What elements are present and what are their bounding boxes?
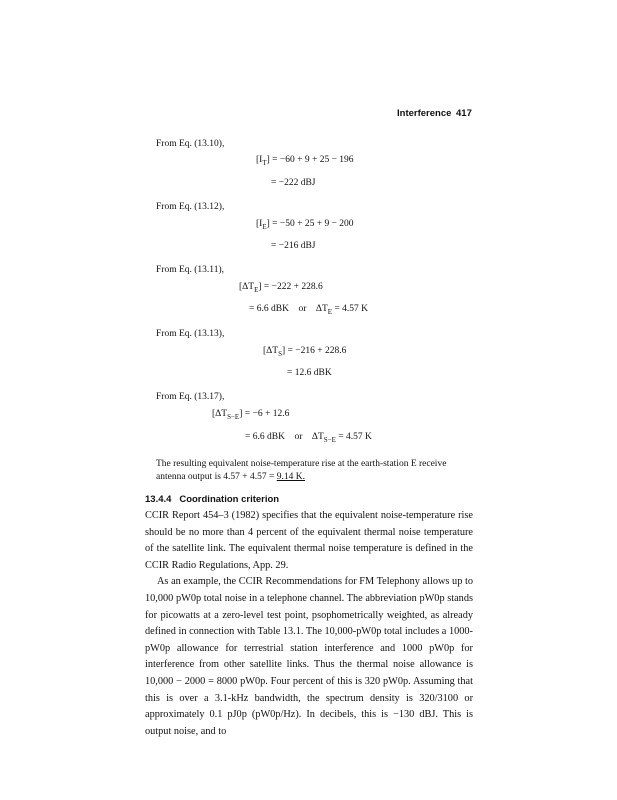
equation-line: $[I_E] = -50 + 25 + 9 - 200$ xyxy=(256,219,354,231)
equation-result: = −222 dBJ xyxy=(271,178,316,188)
running-header-title: Interference xyxy=(397,108,452,119)
section-heading: 13.4.4 Coordination criterion xyxy=(145,494,280,505)
equation-result: = 6.6 dBK or $\Delta T_E = 4.57$ K xyxy=(249,304,369,316)
equation-result: = −216 dBJ xyxy=(271,241,316,251)
equation-line: $[I_T] = -60 + 9 + 25 - 196$ xyxy=(256,155,354,167)
page-number: 417 xyxy=(456,108,472,119)
equation-line: $[\Delta T_S] = -216 + 228.6$ xyxy=(263,346,347,358)
result-line-1: The resulting equivalent noise-temperature rise at the earth-station E receive xyxy=(156,459,447,469)
body-text xyxy=(145,508,473,740)
equation-result: = 12.6 dBK xyxy=(287,368,332,378)
eq-reference: From Eq. (13.12), xyxy=(156,202,225,212)
eq-reference: From Eq. (13.17), xyxy=(156,392,225,402)
eq-reference: From Eq. (13.11), xyxy=(156,265,224,275)
result-line-2: antenna output is 4.57 + 4.57 = 9.14 K. xyxy=(156,472,305,482)
equation-line: $[\Delta T_{S-E}] = -6 + 12.6$ xyxy=(212,409,290,421)
eq-reference: From Eq. (13.13), xyxy=(156,329,225,339)
paragraph: CCIR Report 454–3 (1982) specifies that the equivalent noise-temperature rise should be no more than 4 percent of the equivalent thermal noise temperature of the satellite link. The equivalent thermal noise temperature is defined in the CCIR Radio Regulations, App. 29. xyxy=(145,510,473,571)
equation-line: $[\Delta T_E] = -222 + 228.6$ xyxy=(239,282,323,294)
paragraph: As an example, the CCIR Recommendations for FM Telephony allows up to 10,000 pW0p total noise in a telephone channel. The abbreviation pW0p stands for picowatts at a zero-level test point, psophometrically weighted, as already defined in connection with Table 13.1. The 10,000-pW0p total includes a 1000-pW0p allowance for terrestrial station interference and 1000 pW0p for interference from other satellite links. Thus the thermal noise allowance is 10,000 − 2000 = 8000 pW0p. Four percent of this is 320 pW0p. Assuming that this is over a 3.1-kHz bandwidth, the spectrum density is 320/3100 or approximately 0.1 pJ0p (pW0p/Hz). In decibels, this is −130 dBJ. This is output noise, and to xyxy=(145,576,473,737)
result-value: 9.14 K. xyxy=(276,472,305,482)
equation-result: = 6.6 dBK or $\Delta T_{S-E} = 4.57$ K xyxy=(245,432,372,444)
eq-reference: From Eq. (13.10), xyxy=(156,139,225,149)
